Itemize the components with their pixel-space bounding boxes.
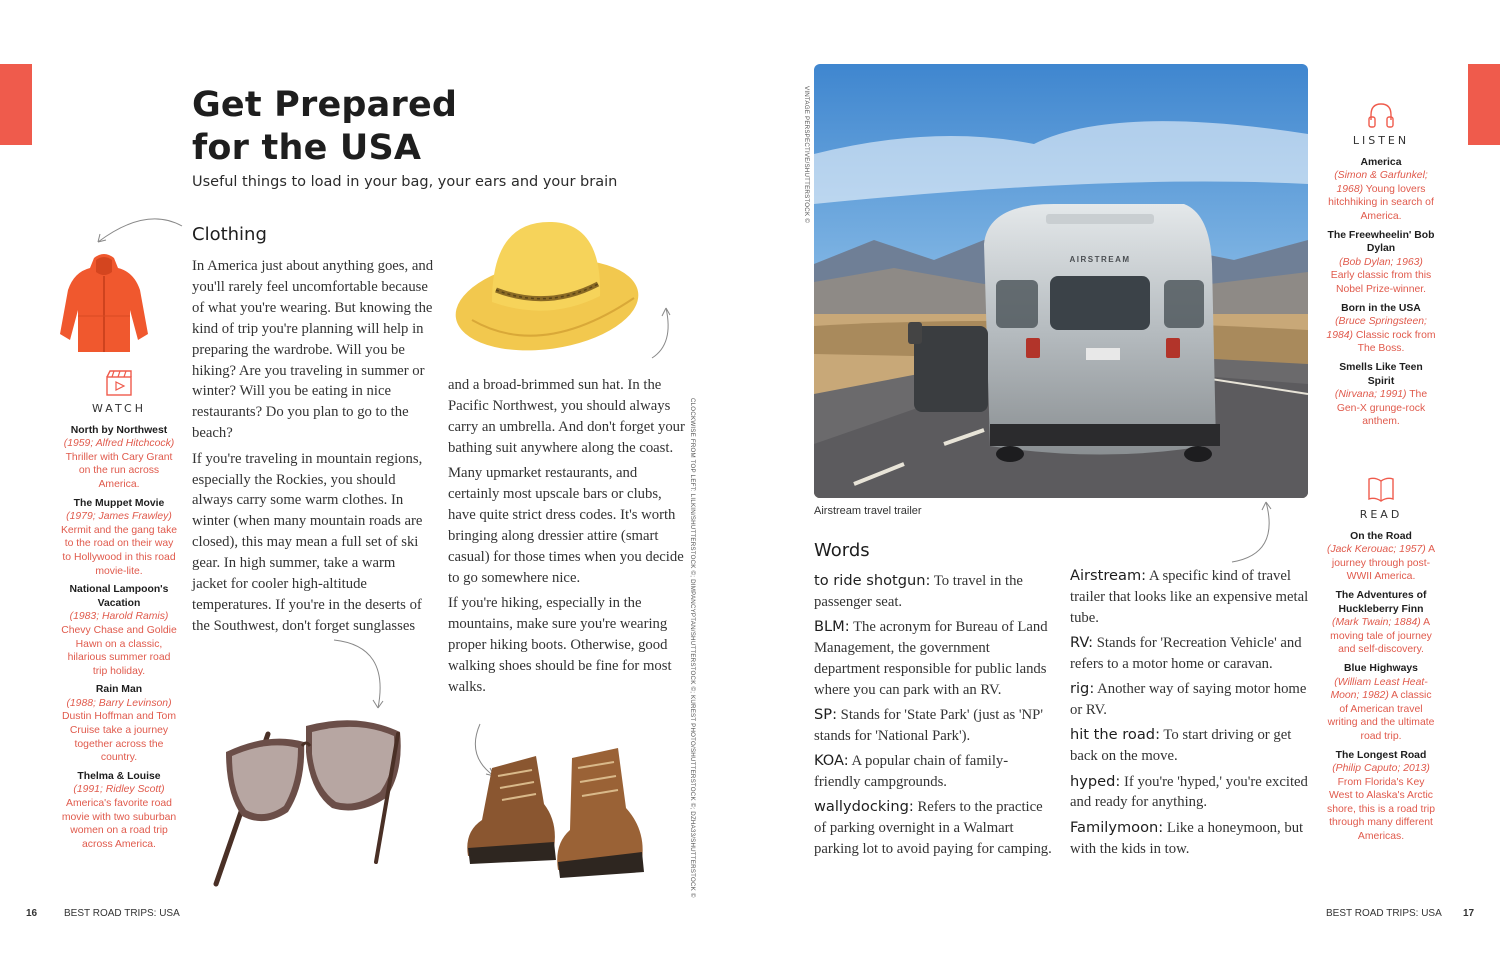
- read-meta: (Jack Kerouac; 1957): [1326, 544, 1426, 556]
- word-entry: [1070, 633, 1310, 675]
- accent-tab-left: [0, 64, 32, 145]
- title-line-1: Get Prepared: [192, 85, 458, 125]
- watch-desc: Thriller with Cary Grant on the run across America.: [65, 451, 173, 490]
- listen-desc: Young lovers hitchhiking in search of America.: [1328, 183, 1434, 222]
- word-entry: [1070, 772, 1310, 814]
- read-desc: A journey through post-WWII America.: [1331, 544, 1436, 583]
- read-title: On the Road: [1350, 530, 1412, 542]
- photo-credit: VINTAGE PERSPECTIVE/SHUTTERSTOCK ©: [803, 86, 810, 223]
- listen-meta: (Nirvana; 1991): [1334, 389, 1407, 401]
- footer-label-right: BEST ROAD TRIPS: USA: [1326, 908, 1442, 919]
- word-term: rig:: [1070, 680, 1095, 698]
- watch-meta: (1983; Harold Ramis): [69, 611, 169, 623]
- watch-item: [60, 497, 178, 579]
- watch-title: North by Northwest: [70, 424, 168, 436]
- word-term: SP:: [814, 705, 837, 723]
- read-item: [1326, 589, 1436, 657]
- word-term: BLM:: [814, 618, 850, 636]
- listen-desc: Classic rock from The Boss.: [1355, 329, 1436, 355]
- accent-tab-right: [1468, 64, 1500, 145]
- book-icon: [1366, 474, 1396, 504]
- photo-caption: Airstream travel trailer: [814, 505, 922, 517]
- word-term: KOA:: [814, 752, 849, 770]
- word-definition: A popular chain of family-friendly campgrounds.: [814, 753, 1009, 790]
- listen-meta: (Bob Dylan; 1963): [1339, 256, 1423, 268]
- word-term: hit the road:: [1070, 726, 1160, 744]
- clothing-paragraph: If you're traveling in mountain regions, especially the Rockies, you should always carry some warm clothes. In winter (when many mountain roads are closed), this may mean a full set of ski gear. In high summer, take a warm jacket for cooler high-altitude temperatures. If you're in the deserts of the Southwest, don't forget sunglasses: [192, 450, 423, 634]
- watch-desc: Chevy Chase and Goldie Hawn on a classic, hilarious summer road trip holiday.: [61, 624, 177, 677]
- read-desc: A classic of American travel writing and the ultimate road trip.: [1327, 690, 1435, 742]
- word-term: RV:: [1070, 633, 1094, 651]
- word-term: to ride shotgun:: [814, 572, 931, 589]
- word-definition: A specific kind of travel trailer that looks like an expensive metal tube.: [1070, 568, 1309, 626]
- listen-meta: (Simon & Garfunkel; 1968): [1334, 170, 1428, 195]
- page-title: [192, 84, 572, 170]
- read-item: [1326, 530, 1436, 584]
- watch-meta: (1959; Alfred Hitchcock): [63, 438, 175, 450]
- clothing-column-1: [192, 256, 434, 641]
- word-definition: The acronym for Bureau of Land Management, the government department responsible for public lands where you can park with an RV.: [814, 619, 1048, 698]
- word-entry: [1070, 566, 1310, 628]
- footer-label-left: BEST ROAD TRIPS: USA: [64, 908, 180, 919]
- clothing-paragraph: If you're hiking, especially in the mountains, make sure you're wearing proper hiking boots. Otherwise, good walking shoes should be fine for most walks.: [448, 595, 672, 695]
- word-entry: [1070, 679, 1310, 721]
- listen-item: [1326, 361, 1436, 429]
- hiking-boots-image: [462, 748, 662, 890]
- word-definition: Refers to the practice of parking overnight in a Walmart parking lot to avoid paying for camping.: [814, 799, 1052, 857]
- clothing-paragraph: Many upmarket restaurants, and certainly most upscale bars or clubs, have quite strict dress codes. It's worth bringing along dressier attire (smart casual) for those times when you decide to go somewhere nice.: [448, 465, 684, 586]
- listen-desc: Early classic from this Nobel Prize-winner.: [1330, 270, 1432, 295]
- watch-desc: America's favorite road movie with two suburban women on a road trip across America.: [61, 798, 177, 850]
- word-definition: If you're 'hyped,' you're excited and ready for anything.: [1070, 773, 1308, 811]
- jacket-image: [56, 250, 152, 360]
- listen-item: [1326, 156, 1436, 224]
- title-line-2: for the USA: [192, 128, 422, 168]
- word-definition: Stands for 'State Park' (just as 'NP' stands for 'National Park').: [814, 706, 1043, 744]
- word-entry: [814, 797, 1052, 859]
- clothing-paragraph: In America just about anything goes, and you'll rarely feel uncomfortable because of what you're wearing. But knowing the kind of trip you're planning will help in preparing the wardrobe. Will you be hiking? Are you traveling in summer or winter? Will you be eating in nice restaurants? Do you plan to go to the beach?: [192, 258, 434, 442]
- straw-hat-image: [452, 210, 642, 360]
- watch-title: The Muppet Movie: [73, 497, 165, 509]
- read-desc: From Florida's Key West to Alaska's Arctic shore, this is a road trip through many different Americas.: [1327, 776, 1435, 843]
- watch-sidebar: [60, 368, 178, 856]
- word-term: Airstream:: [1070, 567, 1147, 584]
- watch-desc: Kermit and the gang take to the road on their way to Hollywood in this road movie-lite.: [60, 524, 178, 577]
- listen-title: America: [1360, 156, 1402, 168]
- photo-credit-center: CLOCKWISE FROM TOP LEFT: LILKIN/SHUTTERSTOCK ©; DIMPANCYPTAN/SHUTTERSTOCK ©; KUREST PHOTO/SHUTTERSTOCK ©; DZHA33/SHUTTERSTOCK ©: [689, 398, 696, 898]
- read-title: The Adventures of Huckleberry Finn: [1335, 589, 1427, 615]
- curved-arrow-icon: [90, 212, 186, 248]
- watch-meta: (1991; Ridley Scott): [73, 784, 165, 796]
- clothing-column-2: [448, 375, 688, 702]
- word-entry: [814, 705, 1052, 747]
- clapperboard-icon: [104, 368, 134, 398]
- word-entry: [814, 571, 1052, 613]
- word-entry: [814, 617, 1052, 700]
- word-term: Familymoon:: [1070, 818, 1164, 836]
- word-entry: [1070, 818, 1310, 860]
- word-definition: Another way of saying motor home or RV.: [1070, 681, 1307, 718]
- watch-item: [60, 770, 178, 852]
- listen-desc: The Gen-X grunge-rock anthem.: [1336, 389, 1428, 428]
- word-entry: [1070, 725, 1310, 767]
- watch-meta: (1988; Barry Levinson): [66, 697, 172, 709]
- listen-meta: (Bruce Springsteen; 1984): [1326, 316, 1427, 341]
- words-column-2: [1070, 566, 1310, 864]
- words-column-1: [814, 571, 1052, 864]
- listen-item: [1326, 302, 1436, 356]
- curved-arrow-icon: [330, 636, 390, 712]
- curved-arrow-icon: [1226, 496, 1278, 566]
- read-meta: (Mark Twain; 1884): [1332, 617, 1421, 629]
- read-heading: READ: [1359, 508, 1403, 521]
- word-definition: Stands for 'Recreation Vehicle' and refers to a motor home or caravan.: [1070, 634, 1302, 672]
- watch-item: [60, 583, 178, 678]
- watch-item: [60, 683, 178, 765]
- listen-sidebar: [1326, 100, 1436, 434]
- listen-item: [1326, 229, 1436, 297]
- word-definition: To travel in the passenger seat.: [814, 573, 1023, 610]
- word-entry: [814, 751, 1052, 793]
- read-title: The Longest Road: [1335, 749, 1427, 761]
- trailer-logo: AIRSTREAM: [1069, 255, 1131, 264]
- listen-title: Smells Like Teen Spirit: [1339, 361, 1423, 387]
- watch-title: Thelma & Louise: [77, 770, 161, 782]
- listen-title: The Freewheelin' Bob Dylan: [1327, 229, 1435, 255]
- page-number-left: 16: [26, 908, 38, 919]
- clothing-paragraph: and a broad-brimmed sun hat. In the Pacific Northwest, you should always carry an umbrella. And don't forget your bathing suit anywhere along the coast.: [448, 377, 685, 456]
- word-definition: Like a honeymoon, but with the kids in tow.: [1070, 819, 1304, 857]
- page-number-right: 17: [1463, 908, 1475, 919]
- curved-arrow-icon: [646, 304, 676, 360]
- watch-title: National Lampoon's Vacation: [69, 584, 169, 609]
- word-term: wallydocking:: [814, 798, 914, 816]
- headphones-icon: [1366, 100, 1396, 130]
- watch-desc: Dustin Hoffman and Tom Cruise take a journey together across the country.: [62, 711, 176, 764]
- listen-heading: LISTEN: [1352, 134, 1410, 147]
- read-sidebar: [1326, 474, 1436, 849]
- read-item: [1326, 662, 1436, 744]
- word-term: hyped:: [1070, 772, 1121, 790]
- read-title: Blue Highways: [1344, 662, 1418, 674]
- page-subtitle: Useful things to load in your bag, your ears and your brain: [192, 174, 618, 190]
- clothing-heading: Clothing: [192, 224, 267, 245]
- sunglasses-image: [208, 712, 408, 888]
- words-heading: Words: [814, 540, 870, 561]
- listen-title: Born in the USA: [1341, 302, 1421, 314]
- word-definition: To start driving or get back on the move.: [1070, 727, 1292, 765]
- watch-meta: (1979; James Frawley): [66, 511, 172, 523]
- airstream-photo: [814, 64, 1308, 498]
- read-meta: (William Least Heat-Moon; 1982): [1330, 676, 1428, 702]
- read-item: [1326, 749, 1436, 844]
- read-desc: A moving tale of journey and self-discovery.: [1330, 617, 1432, 656]
- read-meta: (Philip Caputo; 2013): [1332, 763, 1430, 775]
- watch-heading: WATCH: [92, 402, 146, 415]
- watch-item: [60, 424, 178, 492]
- watch-title: Rain Man: [95, 684, 143, 696]
